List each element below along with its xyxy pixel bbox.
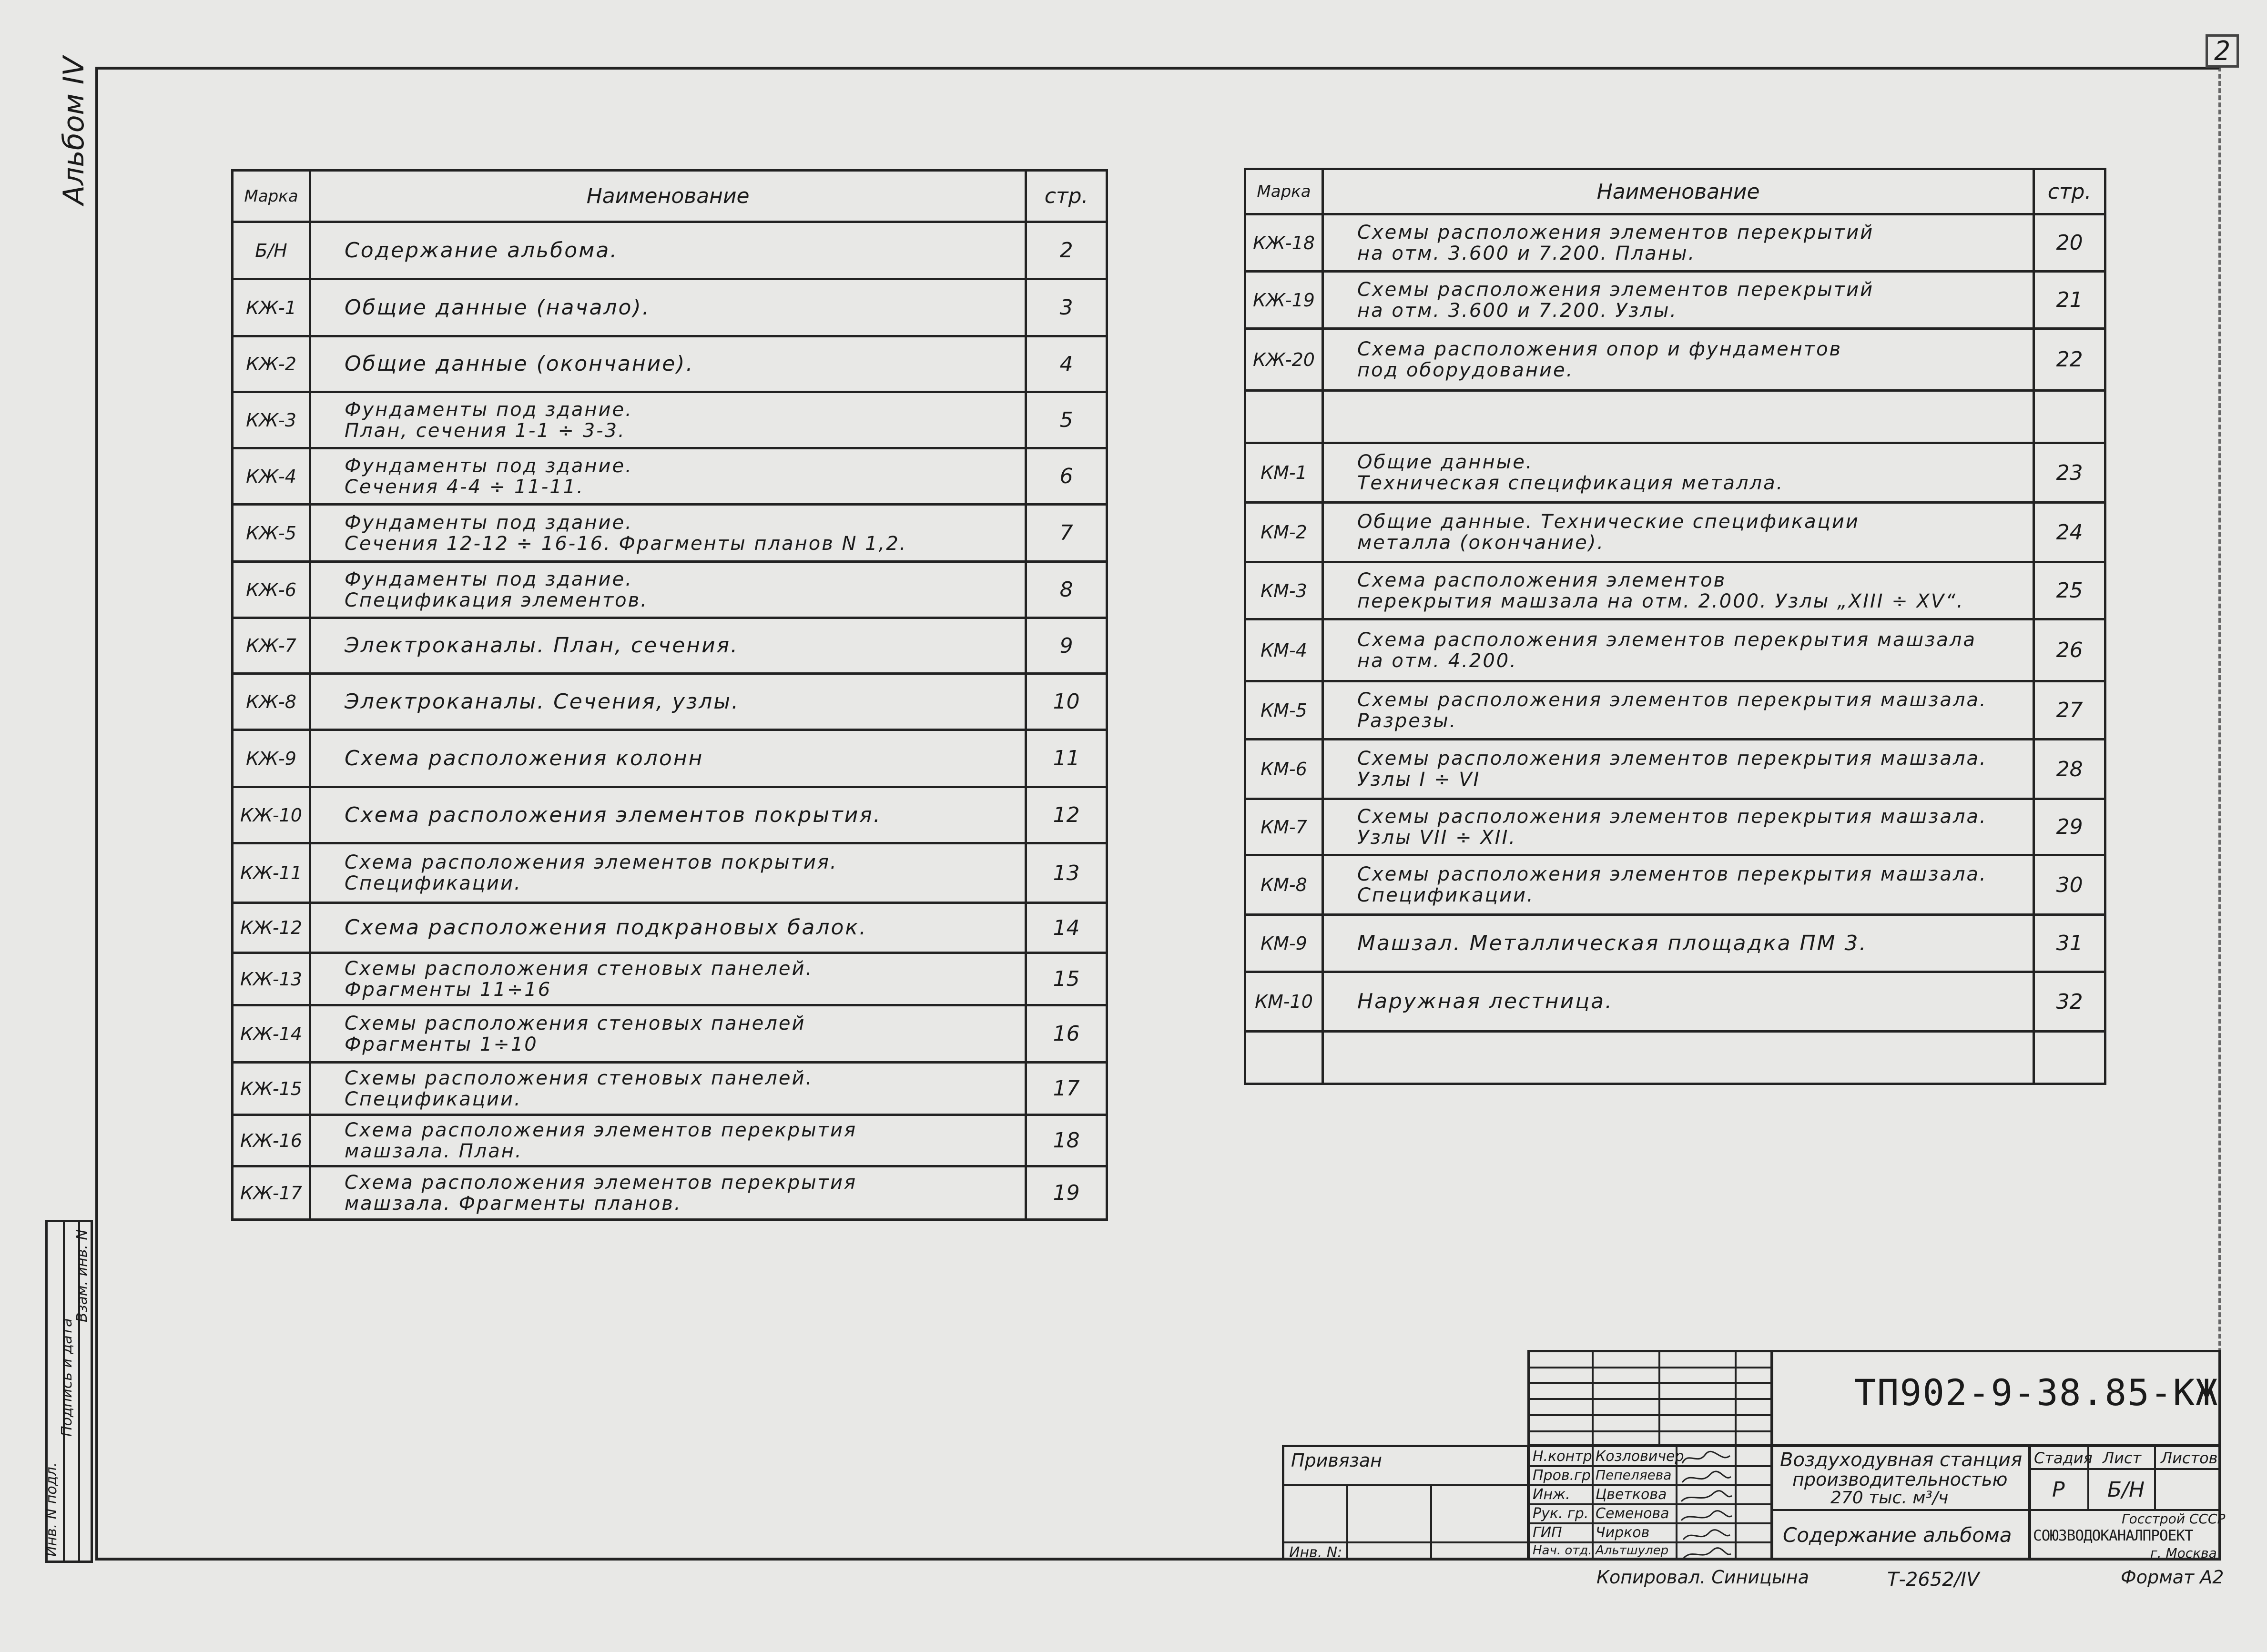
table-row bbox=[233, 392, 1107, 448]
row-mark: КМ-2 bbox=[1245, 503, 1323, 562]
row-mark bbox=[1245, 391, 1323, 443]
row-title bbox=[310, 448, 1026, 505]
row-title bbox=[310, 1115, 1026, 1166]
row-title bbox=[310, 674, 1026, 730]
row-title-line: на отм. 3.600 и 7.200. Планы. bbox=[1357, 242, 1696, 264]
table-row bbox=[1245, 855, 2105, 915]
header-page: стр. bbox=[1026, 171, 1107, 222]
row-page: 27 bbox=[2034, 681, 2105, 740]
table-row bbox=[1245, 391, 2105, 443]
table-row bbox=[233, 1063, 1107, 1115]
row-page: 21 bbox=[2034, 272, 2105, 329]
table-row bbox=[233, 730, 1107, 787]
stage-sheet-field bbox=[2029, 1445, 2226, 1561]
row-title bbox=[1322, 972, 2033, 1032]
header-name: Наименование bbox=[1322, 169, 2033, 214]
row-mark: КЖ-4 bbox=[233, 448, 310, 505]
row-page: 2 bbox=[1026, 222, 1107, 279]
row-title bbox=[1322, 855, 2033, 915]
row-page: 18 bbox=[1026, 1115, 1107, 1166]
contents-left-body bbox=[233, 222, 1107, 1220]
row-mark: КЖ-10 bbox=[233, 787, 310, 843]
row-title-line: Фундаменты под здание. bbox=[344, 568, 633, 590]
row-mark: КМ-10 bbox=[1245, 972, 1323, 1032]
left-approval-strip bbox=[45, 1220, 93, 1563]
table-row bbox=[233, 843, 1107, 903]
row-title-line: Схемы расположения стеновых панелей. bbox=[344, 957, 813, 980]
row-title-line: машзала. Фрагменты планов. bbox=[344, 1192, 682, 1215]
staff-role: Нач. отд. bbox=[1533, 1543, 1592, 1558]
sheet-value: Б/Н bbox=[2107, 1478, 2145, 1502]
table-row bbox=[1245, 214, 2105, 272]
row-page: 10 bbox=[1026, 674, 1107, 730]
row-title bbox=[310, 336, 1026, 392]
table-row bbox=[1245, 915, 2105, 972]
row-mark: Б/Н bbox=[233, 222, 310, 279]
row-title bbox=[310, 1005, 1026, 1063]
album-code: Т-2652/IV bbox=[1887, 1569, 1980, 1591]
row-page: 22 bbox=[2034, 329, 2105, 391]
row-title-line: Схемы расположения стеновых панелей. bbox=[344, 1067, 813, 1089]
row-title-line: Техническая спецификация металла. bbox=[1357, 472, 1784, 494]
strip-label-inv: Инв. N подл. bbox=[43, 1462, 60, 1557]
table-row bbox=[233, 279, 1107, 336]
staff-role: Инж. bbox=[1533, 1486, 1570, 1503]
row-title-line: Спецификации. bbox=[1357, 884, 1535, 906]
row-title-line: Схема расположения элементов покрытия. bbox=[344, 802, 882, 827]
row-title bbox=[310, 953, 1026, 1005]
row-page: 30 bbox=[2034, 855, 2105, 915]
row-page: 4 bbox=[1026, 336, 1107, 392]
table-row bbox=[1245, 503, 2105, 562]
row-title-line: Схема расположения элементов bbox=[1357, 569, 1727, 591]
row-mark: КМ-6 bbox=[1245, 740, 1323, 799]
row-title-line: Машзал. Металлическая площадка ПМ 3. bbox=[1357, 931, 1868, 955]
staff-name: Козловичер bbox=[1596, 1448, 1684, 1465]
row-mark: КЖ-11 bbox=[233, 843, 310, 903]
row-title-line: Разрезы. bbox=[1357, 709, 1457, 732]
row-mark: КМ-7 bbox=[1245, 799, 1323, 855]
row-title bbox=[310, 1063, 1026, 1115]
table-row bbox=[233, 336, 1107, 392]
row-title bbox=[1322, 214, 2033, 272]
row-title bbox=[1322, 329, 2033, 391]
row-title bbox=[310, 505, 1026, 562]
row-mark: КЖ-1 bbox=[233, 279, 310, 336]
album-label: Альбом IV bbox=[57, 56, 91, 205]
contents-table-left bbox=[231, 169, 1108, 1221]
row-title-line: под оборудование. bbox=[1357, 359, 1574, 381]
row-page: 13 bbox=[1026, 843, 1107, 903]
handwritten-signatures bbox=[1678, 1449, 1734, 1561]
project-title-line: 270 тыс. м³/ч bbox=[1830, 1488, 1949, 1508]
table-row bbox=[1245, 1032, 2105, 1084]
row-title-line: Схемы расположения элементов перекрытия машзала. bbox=[1357, 863, 1987, 885]
org-city: г. Москва bbox=[2150, 1545, 2217, 1561]
header-mark: Марка bbox=[1245, 169, 1323, 214]
row-title bbox=[310, 222, 1026, 279]
row-title bbox=[1322, 562, 2033, 619]
row-title-line: Содержание альбома. bbox=[344, 238, 619, 263]
staff-role: Пров.гр. bbox=[1533, 1467, 1596, 1484]
staff-name: Цветкова bbox=[1596, 1486, 1667, 1503]
row-page: 31 bbox=[2034, 915, 2105, 972]
table-row bbox=[233, 1005, 1107, 1063]
row-page: 20 bbox=[2034, 214, 2105, 272]
row-title bbox=[310, 562, 1026, 618]
row-title-line: План, сечения 1-1 ÷ 3-3. bbox=[344, 419, 626, 442]
row-title-line: Общие данные (начало). bbox=[344, 295, 651, 320]
copied-by: Копировал. Синицына bbox=[1596, 1567, 1810, 1588]
row-mark: КМ-8 bbox=[1245, 855, 1323, 915]
row-title-line: машзала. План. bbox=[344, 1140, 523, 1162]
row-title bbox=[310, 843, 1026, 903]
row-page: 9 bbox=[1026, 618, 1107, 674]
project-title-line: производительностью bbox=[1792, 1469, 2008, 1490]
row-title-line: Фундаменты под здание. bbox=[344, 511, 633, 534]
row-mark: КЖ-6 bbox=[233, 562, 310, 618]
binding-label: Привязан bbox=[1291, 1450, 1382, 1471]
row-title-line: Общие данные. bbox=[1357, 451, 1534, 473]
row-mark: КЖ-9 bbox=[233, 730, 310, 787]
row-title-line: Схема расположения элементов перекрытия машзала bbox=[1357, 628, 1976, 651]
sheet-label: Лист bbox=[2103, 1449, 2142, 1467]
row-title-line: Узлы VII ÷ XII. bbox=[1357, 826, 1517, 849]
row-page: 14 bbox=[1026, 903, 1107, 953]
row-title bbox=[1322, 619, 2033, 681]
row-page: 32 bbox=[2034, 972, 2105, 1032]
row-page: 19 bbox=[1026, 1166, 1107, 1220]
row-page: 26 bbox=[2034, 619, 2105, 681]
staff-name: Пепеляева bbox=[1596, 1467, 1672, 1483]
row-page: 28 bbox=[2034, 740, 2105, 799]
binding-block bbox=[1282, 1445, 1529, 1561]
table-row bbox=[233, 222, 1107, 279]
header-mark: Марка bbox=[233, 171, 310, 222]
row-title-line: Сечения 4-4 ÷ 11-11. bbox=[344, 476, 584, 498]
org-name: СОЮЗВОДОКАНАЛПРОЕКТ bbox=[2033, 1527, 2193, 1544]
row-mark: КЖ-13 bbox=[233, 953, 310, 1005]
row-title-line: Схема расположения опор и фундаментов bbox=[1357, 338, 1842, 360]
row-title bbox=[1322, 799, 2033, 855]
org-ministry: Госстрой СССР bbox=[2122, 1511, 2226, 1527]
row-mark: КЖ-14 bbox=[233, 1005, 310, 1063]
table-row bbox=[233, 1166, 1107, 1220]
row-mark: КЖ-17 bbox=[233, 1166, 310, 1220]
row-mark: КМ-9 bbox=[1245, 915, 1323, 972]
document-code: ТП902-9-38.85-КЖ bbox=[1854, 1371, 2219, 1414]
row-page: 17 bbox=[1026, 1063, 1107, 1115]
row-mark: КМ-3 bbox=[1245, 562, 1323, 619]
table-row bbox=[233, 674, 1107, 730]
row-title-line: металла (окончание). bbox=[1357, 532, 1605, 554]
row-title-line: Схема расположения колонн bbox=[344, 746, 704, 770]
row-title bbox=[1322, 1032, 2033, 1084]
row-page: 7 bbox=[1026, 505, 1107, 562]
table-row bbox=[233, 505, 1107, 562]
row-mark: КЖ-19 bbox=[1245, 272, 1323, 329]
table-row bbox=[233, 787, 1107, 843]
strip-label-sign: Подпись и дата bbox=[59, 1318, 75, 1437]
row-page: 16 bbox=[1026, 1005, 1107, 1063]
row-title bbox=[1322, 272, 2033, 329]
table-row bbox=[1245, 681, 2105, 740]
row-page: 29 bbox=[2034, 799, 2105, 855]
row-title-line: Фундаменты под здание. bbox=[344, 455, 633, 477]
table-row bbox=[233, 562, 1107, 618]
row-title bbox=[310, 279, 1026, 336]
row-title-line: Схемы расположения элементов перекрытия машзала. bbox=[1357, 805, 1987, 828]
row-title-line: Спецификация элементов. bbox=[344, 589, 648, 611]
table-row bbox=[1245, 562, 2105, 619]
row-mark: КЖ-15 bbox=[233, 1063, 310, 1115]
contents-table-right bbox=[1244, 168, 2106, 1085]
table-header-row bbox=[1245, 169, 2105, 214]
row-title bbox=[310, 1166, 1026, 1220]
staff-role: Рук. гр. bbox=[1533, 1505, 1589, 1522]
row-title-line: Узлы I ÷ VI bbox=[1357, 769, 1481, 791]
row-mark: КЖ-20 bbox=[1245, 329, 1323, 391]
row-mark: КЖ-8 bbox=[233, 674, 310, 730]
stage-value: Р bbox=[2052, 1478, 2065, 1502]
row-mark: КМ-4 bbox=[1245, 619, 1323, 681]
row-title-line: Схемы расположения стеновых панелей bbox=[344, 1012, 806, 1034]
table-row bbox=[233, 448, 1107, 505]
table-row bbox=[1245, 972, 2105, 1032]
row-title bbox=[310, 903, 1026, 953]
row-title bbox=[1322, 915, 2033, 972]
row-page bbox=[2034, 391, 2105, 443]
row-title-line: Электроканалы. План, сечения. bbox=[344, 633, 739, 658]
row-title-line: Схемы расположения элементов перекрытий bbox=[1357, 221, 1874, 243]
row-title-line: на отм. 4.200. bbox=[1357, 649, 1517, 672]
row-title-line: Схема расположения подкрановых балок. bbox=[344, 915, 867, 940]
table-row bbox=[1245, 443, 2105, 503]
row-title bbox=[310, 618, 1026, 674]
table-row bbox=[1245, 272, 2105, 329]
table-row bbox=[233, 953, 1107, 1005]
table-header-row bbox=[233, 171, 1107, 222]
row-page: 23 bbox=[2034, 443, 2105, 503]
row-page: 5 bbox=[1026, 392, 1107, 448]
row-title bbox=[1322, 681, 2033, 740]
staff-name: Альтшулер bbox=[1596, 1543, 1669, 1558]
revision-grid bbox=[1527, 1350, 1773, 1447]
row-mark: КЖ-7 bbox=[233, 618, 310, 674]
strip-label-replace: Взам. инв. N bbox=[74, 1229, 91, 1322]
document-code-field bbox=[1771, 1350, 2221, 1447]
row-title-line: Общие данные (окончание). bbox=[344, 352, 694, 376]
row-mark: КМ-5 bbox=[1245, 681, 1323, 740]
row-page bbox=[2034, 1032, 2105, 1084]
row-title bbox=[310, 787, 1026, 843]
row-title-line: Электроканалы. Сечения, узлы. bbox=[344, 689, 740, 714]
table-row bbox=[1245, 329, 2105, 391]
staff-role: Н.контр bbox=[1533, 1448, 1592, 1465]
row-title-line: Спецификации. bbox=[344, 872, 522, 894]
table-row bbox=[1245, 740, 2105, 799]
row-page: 11 bbox=[1026, 730, 1107, 787]
project-title-line: Воздуходувная станция bbox=[1780, 1449, 2023, 1471]
row-title-line: на отм. 3.600 и 7.200. Узлы. bbox=[1357, 299, 1678, 322]
staff-signature-grid bbox=[1527, 1445, 1773, 1561]
contents-right-body bbox=[1245, 214, 2105, 1084]
table-row bbox=[233, 618, 1107, 674]
row-title-line: Спецификации. bbox=[344, 1088, 522, 1110]
staff-name: Чирков bbox=[1596, 1524, 1650, 1541]
row-mark bbox=[1245, 1032, 1323, 1084]
sheet-title: Содержание альбома bbox=[1783, 1523, 2012, 1547]
row-title-line: Схема расположения элементов покрытия. bbox=[344, 851, 838, 873]
stage-label: Стадия bbox=[2034, 1449, 2093, 1467]
row-title-line: Фундаменты под здание. bbox=[344, 398, 633, 421]
row-title-line: Схемы расположения элементов перекрытий bbox=[1357, 278, 1874, 301]
header-page: стр. bbox=[2034, 169, 2105, 214]
row-page: 15 bbox=[1026, 953, 1107, 1005]
row-title-line: Наружная лестница. bbox=[1357, 989, 1614, 1013]
inventory-label: Инв. N: bbox=[1289, 1544, 1342, 1561]
header-name: Наименование bbox=[310, 171, 1026, 222]
row-title-line: Схема расположения элементов перекрытия bbox=[344, 1171, 857, 1194]
row-page: 3 bbox=[1026, 279, 1107, 336]
row-title-line: Фрагменты 11÷16 bbox=[344, 978, 552, 1001]
row-title-line: Фрагменты 1÷10 bbox=[344, 1033, 538, 1055]
row-mark: КЖ-2 bbox=[233, 336, 310, 392]
project-title-field bbox=[1771, 1445, 2031, 1561]
row-mark: КЖ-18 bbox=[1245, 214, 1323, 272]
table-row bbox=[233, 903, 1107, 953]
row-title bbox=[1322, 740, 2033, 799]
row-title-line: Общие данные. Технические спецификации bbox=[1357, 511, 1860, 533]
format-label: Формат А2 bbox=[2121, 1567, 2224, 1588]
row-page: 12 bbox=[1026, 787, 1107, 843]
row-mark: КЖ-5 bbox=[233, 505, 310, 562]
row-mark: КМ-1 bbox=[1245, 443, 1323, 503]
row-title-line: Схемы расположения элементов перекрытия машзала. bbox=[1357, 689, 1987, 711]
row-title bbox=[310, 730, 1026, 787]
row-title-line: перекрытия машзала на отм. 2.000. Узлы „XIII ÷ XV“. bbox=[1357, 590, 1964, 612]
row-page: 6 bbox=[1026, 448, 1107, 505]
row-title bbox=[1322, 443, 2033, 503]
staff-role: ГИП bbox=[1533, 1524, 1562, 1541]
table-row bbox=[233, 1115, 1107, 1166]
staff-name: Семенова bbox=[1596, 1505, 1669, 1522]
row-mark: КЖ-3 bbox=[233, 392, 310, 448]
row-title-line: Схемы расположения элементов перекрытия машзала. bbox=[1357, 748, 1987, 770]
row-page: 25 bbox=[2034, 562, 2105, 619]
row-mark: КЖ-16 bbox=[233, 1115, 310, 1166]
sheet-corner-number: 2 bbox=[2206, 34, 2239, 68]
row-title-line: Схема расположения элементов перекрытия bbox=[344, 1119, 857, 1141]
row-title bbox=[1322, 503, 2033, 562]
row-page: 24 bbox=[2034, 503, 2105, 562]
sheets-label: Листов bbox=[2161, 1449, 2218, 1467]
table-row bbox=[1245, 799, 2105, 855]
row-mark: КЖ-12 bbox=[233, 903, 310, 953]
table-row bbox=[1245, 619, 2105, 681]
row-page: 8 bbox=[1026, 562, 1107, 618]
row-title-line: Сечения 12-12 ÷ 16-16. Фрагменты планов N 1,2. bbox=[344, 532, 907, 555]
row-title bbox=[310, 392, 1026, 448]
row-title bbox=[1322, 391, 2033, 443]
